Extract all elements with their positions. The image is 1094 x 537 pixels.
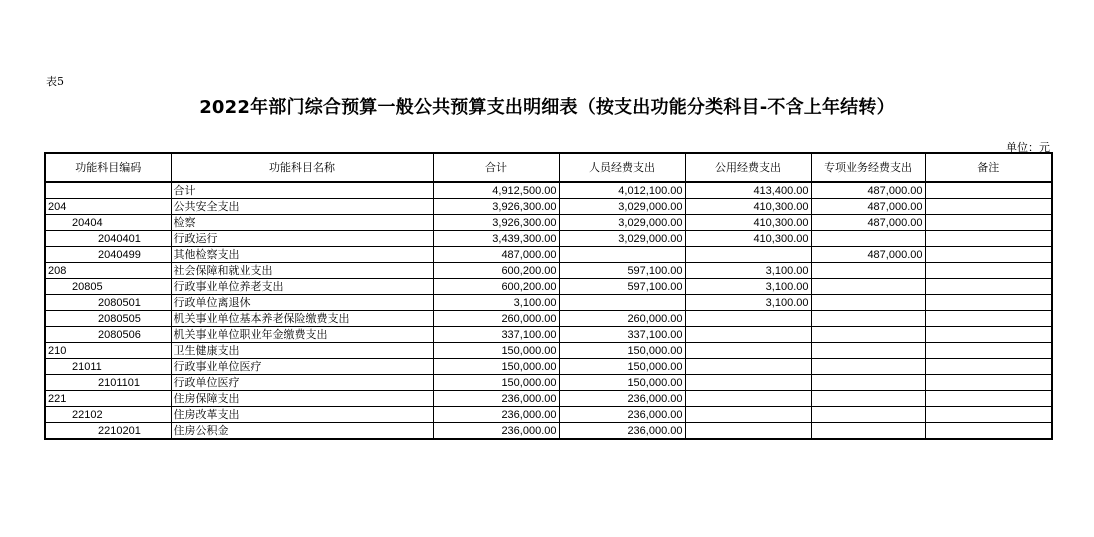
cell-total: 150,000.00 [433, 343, 559, 359]
cell-total: 3,100.00 [433, 295, 559, 311]
cell-total: 487,000.00 [433, 247, 559, 263]
cell-personnel: 150,000.00 [559, 343, 685, 359]
cell-name: 社会保障和就业支出 [171, 263, 433, 279]
cell-name: 行政单位离退休 [171, 295, 433, 311]
cell-note [925, 279, 1052, 295]
cell-special [811, 311, 925, 327]
cell-special: 487,000.00 [811, 247, 925, 263]
cell-note [925, 199, 1052, 215]
cell-total: 260,000.00 [433, 311, 559, 327]
cell-special [811, 295, 925, 311]
table-row [45, 199, 1052, 215]
cell-name: 住房公积金 [171, 423, 433, 440]
cell-total: 236,000.00 [433, 391, 559, 407]
cell-code: 208 [45, 263, 171, 279]
cell-name: 公共安全支出 [171, 199, 433, 215]
cell-special: 487,000.00 [811, 182, 925, 199]
cell-code: 21011 [45, 359, 171, 375]
cell-code: 210 [45, 343, 171, 359]
cell-public [685, 375, 811, 391]
cell-personnel: 597,100.00 [559, 263, 685, 279]
table-row [45, 215, 1052, 231]
header-note: 备注 [925, 153, 1052, 182]
cell-code: 2040401 [45, 231, 171, 247]
cell-total: 3,926,300.00 [433, 215, 559, 231]
header-name: 功能科目名称 [171, 153, 433, 182]
cell-note [925, 359, 1052, 375]
cell-public [685, 343, 811, 359]
table-row [45, 231, 1052, 247]
cell-personnel: 4,012,100.00 [559, 182, 685, 199]
cell-note [925, 327, 1052, 343]
cell-personnel [559, 247, 685, 263]
cell-note [925, 407, 1052, 423]
cell-special [811, 279, 925, 295]
cell-note [925, 391, 1052, 407]
table-row [45, 247, 1052, 263]
cell-personnel: 150,000.00 [559, 359, 685, 375]
cell-name: 其他检察支出 [171, 247, 433, 263]
cell-personnel: 337,100.00 [559, 327, 685, 343]
cell-special [811, 343, 925, 359]
cell-total: 150,000.00 [433, 359, 559, 375]
cell-code: 204 [45, 199, 171, 215]
cell-name: 行政事业单位医疗 [171, 359, 433, 375]
cell-code: 2080506 [45, 327, 171, 343]
cell-code: 2080505 [45, 311, 171, 327]
budget-table [44, 152, 1053, 440]
cell-note [925, 215, 1052, 231]
table-row [45, 327, 1052, 343]
cell-special [811, 231, 925, 247]
cell-name: 检察 [171, 215, 433, 231]
header-personnel: 人员经费支出 [559, 153, 685, 182]
cell-total: 4,912,500.00 [433, 182, 559, 199]
cell-code: 2080501 [45, 295, 171, 311]
cell-total: 600,200.00 [433, 279, 559, 295]
cell-note [925, 263, 1052, 279]
table-row [45, 423, 1052, 440]
cell-total: 337,100.00 [433, 327, 559, 343]
cell-note [925, 231, 1052, 247]
cell-code: 20805 [45, 279, 171, 295]
header-code: 功能科目编码 [45, 153, 171, 182]
cell-public: 410,300.00 [685, 199, 811, 215]
cell-personnel: 597,100.00 [559, 279, 685, 295]
cell-special [811, 407, 925, 423]
cell-public [685, 423, 811, 440]
cell-special [811, 263, 925, 279]
cell-special: 487,000.00 [811, 215, 925, 231]
cell-note [925, 247, 1052, 263]
cell-total: 600,200.00 [433, 263, 559, 279]
cell-public [685, 247, 811, 263]
table-row [45, 407, 1052, 423]
cell-public [685, 391, 811, 407]
cell-name: 行政单位医疗 [171, 375, 433, 391]
cell-special [811, 391, 925, 407]
cell-note [925, 311, 1052, 327]
cell-public [685, 311, 811, 327]
cell-special [811, 359, 925, 375]
cell-name: 住房改革支出 [171, 407, 433, 423]
cell-note [925, 423, 1052, 440]
header-total: 合计 [433, 153, 559, 182]
cell-note [925, 295, 1052, 311]
table-row [45, 343, 1052, 359]
cell-public: 3,100.00 [685, 263, 811, 279]
cell-personnel: 260,000.00 [559, 311, 685, 327]
cell-name: 卫生健康支出 [171, 343, 433, 359]
cell-total: 236,000.00 [433, 423, 559, 440]
cell-personnel: 3,029,000.00 [559, 215, 685, 231]
cell-public [685, 359, 811, 375]
cell-note [925, 375, 1052, 391]
cell-public: 3,100.00 [685, 295, 811, 311]
table-row [45, 263, 1052, 279]
cell-code: 22102 [45, 407, 171, 423]
table-row [45, 182, 1052, 199]
cell-name: 机关事业单位基本养老保险缴费支出 [171, 311, 433, 327]
header-special: 专项业务经费支出 [811, 153, 925, 182]
cell-public: 3,100.00 [685, 279, 811, 295]
cell-code: 221 [45, 391, 171, 407]
cell-name: 行政事业单位养老支出 [171, 279, 433, 295]
cell-name: 行政运行 [171, 231, 433, 247]
cell-total: 3,439,300.00 [433, 231, 559, 247]
cell-total: 236,000.00 [433, 407, 559, 423]
cell-special [811, 327, 925, 343]
cell-personnel: 236,000.00 [559, 407, 685, 423]
table-row [45, 279, 1052, 295]
table-row [45, 359, 1052, 375]
unit-label: 单位：元 [1006, 141, 1050, 154]
cell-total: 3,926,300.00 [433, 199, 559, 215]
cell-code: 2210201 [45, 423, 171, 440]
cell-personnel: 150,000.00 [559, 375, 685, 391]
cell-personnel: 236,000.00 [559, 423, 685, 440]
cell-code: 2101101 [45, 375, 171, 391]
cell-special [811, 423, 925, 440]
header-row [45, 153, 1052, 182]
cell-code: 2040499 [45, 247, 171, 263]
cell-code: 20404 [45, 215, 171, 231]
header-public: 公用经费支出 [685, 153, 811, 182]
cell-total: 150,000.00 [433, 375, 559, 391]
cell-public: 413,400.00 [685, 182, 811, 199]
cell-public [685, 327, 811, 343]
table-row [45, 311, 1052, 327]
cell-public: 410,300.00 [685, 231, 811, 247]
cell-special: 487,000.00 [811, 199, 925, 215]
cell-code [45, 182, 171, 199]
page-title: 2022年部门综合预算一般公共预算支出明细表（按支出功能分类科目-不含上年结转） [199, 97, 895, 118]
cell-public: 410,300.00 [685, 215, 811, 231]
table-row [45, 295, 1052, 311]
cell-name: 机关事业单位职业年金缴费支出 [171, 327, 433, 343]
cell-personnel: 236,000.00 [559, 391, 685, 407]
cell-name: 合计 [171, 182, 433, 199]
cell-personnel [559, 295, 685, 311]
cell-personnel: 3,029,000.00 [559, 199, 685, 215]
cell-public [685, 407, 811, 423]
cell-personnel: 3,029,000.00 [559, 231, 685, 247]
table-label: 表5 [46, 75, 64, 88]
table-row [45, 391, 1052, 407]
table-row [45, 375, 1052, 391]
cell-note [925, 343, 1052, 359]
cell-name: 住房保障支出 [171, 391, 433, 407]
cell-note [925, 182, 1052, 199]
cell-special [811, 375, 925, 391]
